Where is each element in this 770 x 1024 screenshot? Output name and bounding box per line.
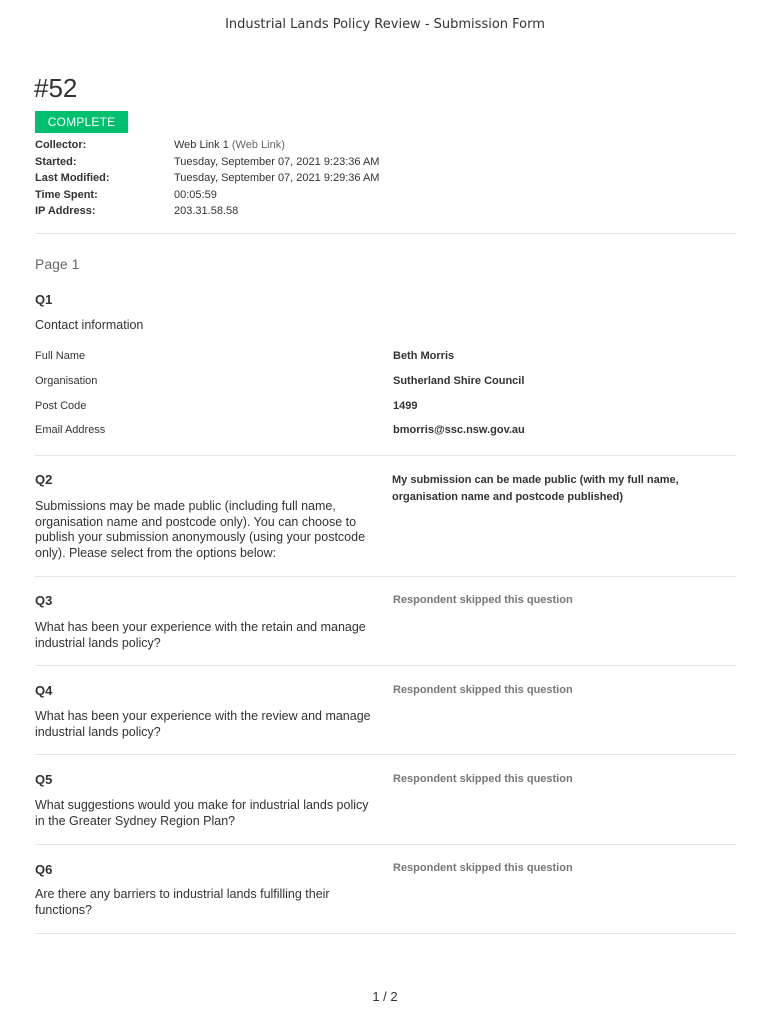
response-id: #52 (34, 73, 78, 103)
answer-q3-skipped: Respondent skipped this question (393, 594, 573, 606)
question-text-q3: What has been your experience with the retain and manage industrial lands policy? (35, 620, 366, 650)
question-text-q4: What has been your experience with the review and manage industrial lands policy? (35, 709, 371, 739)
field-value-organisation: Sutherland Shire Council (393, 375, 525, 387)
status-badge: COMPLETE (35, 111, 128, 133)
divider (35, 665, 736, 666)
divider (35, 933, 736, 934)
field-name-full-name: Full Name (35, 350, 86, 362)
question-text-q5: What suggestions would you make for industrial lands policy in the Greater Sydney Region Plan? (35, 798, 369, 828)
meta-key: Collector: (35, 139, 87, 151)
question-label-q5: Q5 (35, 772, 53, 787)
meta-value (174, 139, 285, 156)
field-name-post-code: Post Code (35, 400, 87, 412)
collector-type: (Web Link) (231, 139, 285, 151)
meta-value: 203.31.58.58 (174, 205, 239, 217)
meta-row-last-modified (35, 172, 379, 189)
answer-q5-skipped: Respondent skipped this question (393, 773, 573, 785)
divider (35, 233, 736, 234)
field-value-post-code: 1499 (393, 400, 418, 412)
question-text-q1: Contact information (35, 318, 144, 332)
meta-row-collector (35, 139, 379, 156)
field-value-full-name: Beth Morris (393, 350, 455, 362)
meta-row-time-spent (35, 189, 379, 206)
divider (35, 754, 736, 755)
question-label-q6: Q6 (35, 862, 53, 877)
field-name-organisation: Organisation (35, 375, 98, 387)
meta-value: Tuesday, September 07, 2021 9:29:36 AM (174, 172, 380, 184)
divider (35, 576, 736, 577)
answer-q2: My submission can be made public (with my full name, organisation name and postcode published) (392, 474, 679, 503)
collector-name: Web Link 1 (174, 139, 229, 151)
meta-row-ip-address (35, 205, 379, 222)
question-label-q4: Q4 (35, 683, 53, 698)
field-value-email: bmorris@ssc.nsw.gov.au (393, 424, 525, 436)
question-label-q1: Q1 (35, 292, 53, 307)
answer-q6-skipped: Respondent skipped this question (393, 862, 573, 874)
meta-key: Last Modified: (35, 172, 110, 184)
divider (35, 844, 736, 845)
page-number: 1 / 2 (372, 989, 398, 1004)
page-label: Page 1 (35, 256, 80, 272)
divider (35, 455, 736, 456)
meta-row-started (35, 156, 379, 173)
meta-value: Tuesday, September 07, 2021 9:23:36 AM (174, 155, 380, 168)
response-metadata (35, 139, 379, 222)
field-name-email: Email Address (35, 424, 106, 436)
question-label-q3: Q3 (35, 593, 53, 608)
meta-key: IP Address: (35, 205, 96, 217)
document-title: Industrial Lands Policy Review - Submission Form (225, 17, 545, 32)
meta-value: 00:05:59 (174, 188, 217, 201)
question-text-q2: Submissions may be made public (including full name, organisation name and postcode only). You can choose to publish your submission anonymously (using your postcode only). Please select from the options below: (35, 499, 366, 560)
question-label-q2: Q2 (35, 472, 53, 487)
meta-key: Time Spent: (35, 188, 98, 201)
answer-q4-skipped: Respondent skipped this question (393, 684, 573, 696)
question-text-q6: Are there any barriers to industrial lands fulfilling their functions? (35, 887, 330, 917)
meta-key: Started: (35, 155, 77, 168)
